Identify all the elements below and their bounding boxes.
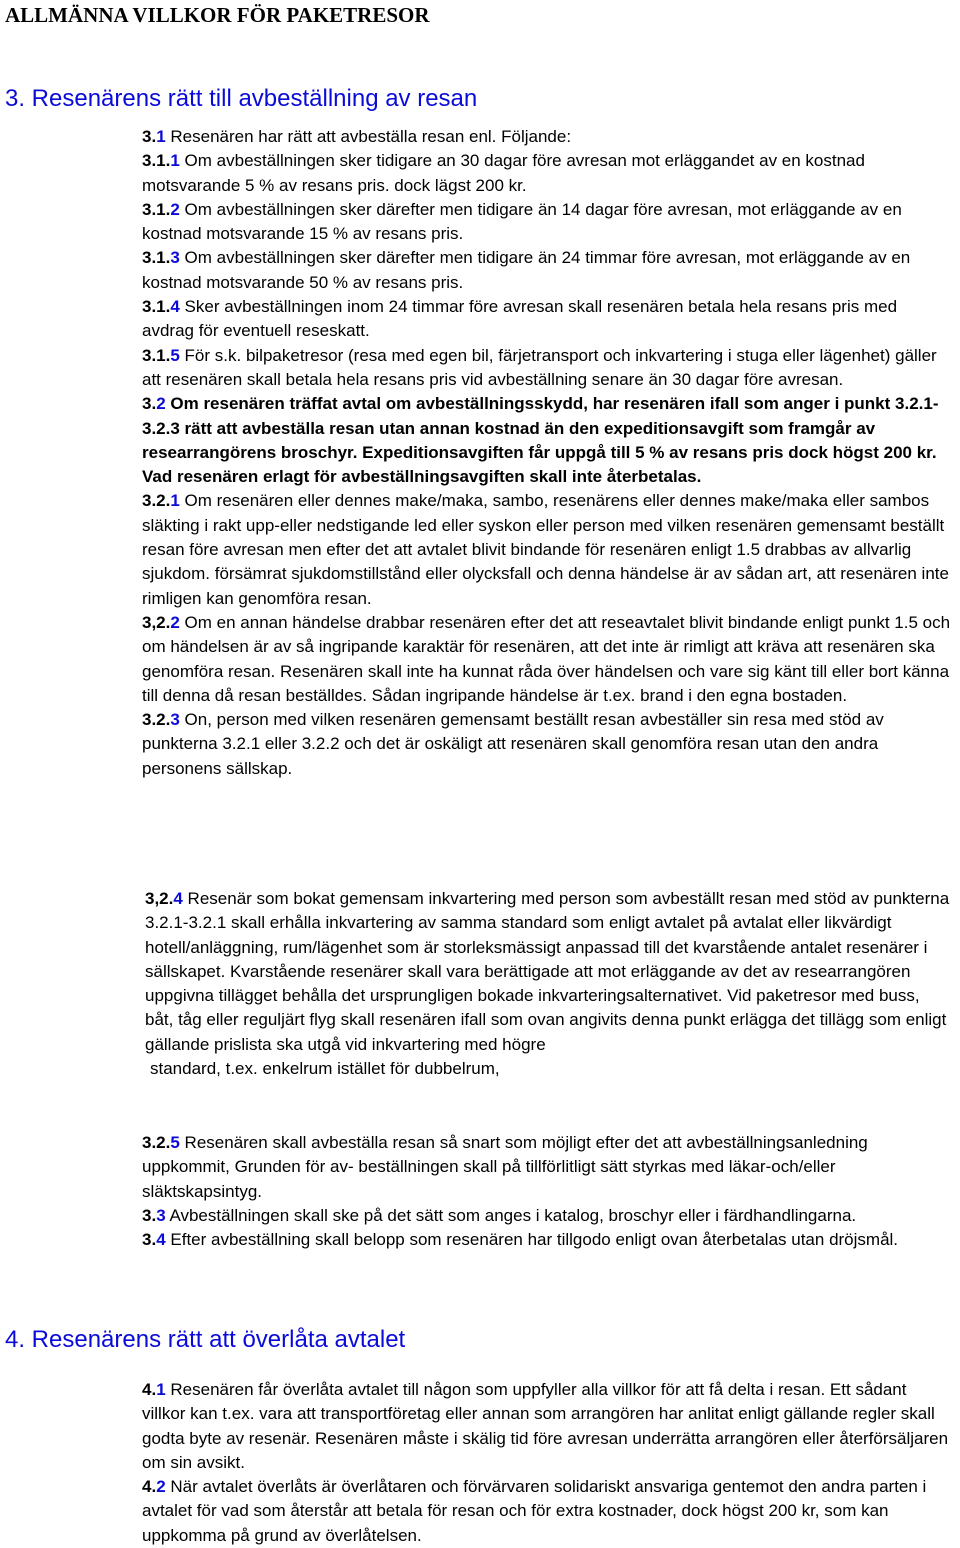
clause-text: Om avbeställningen sker därefter men tidigare än 24 timmar före avresan, mot erläggande av en kostnad motsvarande 50 % av resans pris. (142, 248, 911, 292)
clause-text: Om resenären eller dennes make/maka, sambo, resenärens eller dennes make/maka eller sambos släkting i rakt upp-eller nedstigande led eller syskon eller person med vilken resenären gemensamt beställt resan före avresan men efter det att avtalet blivit bindande för resenären enligt 1.5 drabbas av allvarlig sjukdom. försämrat sjukdomstillstånd eller olycksfall och denna händelse är av sådan art, att resenären inte rimligen kan genomföra resan. (142, 491, 949, 608)
clause-3-2 (142, 392, 952, 489)
clause-4-2 (142, 1475, 952, 1548)
clause-text: Resenär som bokat gemensam inkvartering med person som avbeställt resan med stöd av punkterna 3.2.1-3.2.1 skall erhålla inkvartering av samma standard som enligt avtalet på avtalat eller likvärdigt hotell/anläggning, rum/lägenhet som är storleksmässigt anpassad till det kvarstående antalet resenärer i sällskapet. Kvarstående resenärer skall vara berättigade att mot erläggande av det av researrangören uppgivna tillägget behålla det ursprungligen bokade inkvarteringsalternativet. Vid paketresor med buss, båt, tåg eller reguljärt flyg skall resenären ifall som ovan angivits denna punkt erlägga det tillägg som enligt gällande prislista ska utgå vid inkvartering med högre (145, 889, 950, 1054)
clause-text: Efter avbeställning skall belopp som resenären har tillgodo enligt ovan återbetalas utan dröjsmål. (165, 1230, 899, 1250)
clause-3-2-3 (142, 708, 952, 781)
clause-4-1 (142, 1378, 952, 1475)
clause-3-2-4 (145, 887, 951, 1057)
clause-3-3 (142, 1204, 952, 1228)
clause-3-2-4-continuation: standard, t.ex. enkelrum istället för dubbelrum, (150, 1059, 500, 1079)
clause-text: Resenären har rätt att avbeställa resan enl. Följande: (165, 127, 572, 146)
clause-text: Om resenären träffat avtal om avbeställningsskydd, har resenären ifall som anger i punkt 3.2.1-3.2.3 rätt att avbeställa resan utan annan kostnad än den expeditionsavgift som framgår av researrangörens broschyr. Expeditionsavgiften får uppgå till 5 % av resans pris dock högst 200 kr. Vad resenären erlagt för avbeställningsavgiften skall inte återbetalas. (142, 394, 939, 487)
clause-number: 3.1.1 (142, 151, 180, 171)
clause-text: Om avbeställningen sker tidigare an 30 dagar före avresan mot erläggandet av en kostnad motsvarande 5 % av resans pris. dock lägst 200 kr. (142, 151, 865, 195)
clause-3-1 (142, 125, 952, 149)
clause-3-1-3 (142, 246, 952, 295)
clause-number: 3.1.4 (142, 297, 180, 317)
clause-text: Avbeställningen skall ske på det sätt som anges i katalog, broschyr eller i färdhandlingarna. (165, 1205, 857, 1225)
clause-number: 4.2 (142, 1477, 166, 1497)
clause-text: När avtalet överlåts är överlåtaren och förvärvaren solidariskt ansvariga gentemot den andra parten i avtalet för vad som återstår att betala för resan och för extra kostnader, dock högst 200 kr, som kan uppkomma på grund av överlåtelsen. (142, 1477, 927, 1545)
clause-text: Sker avbeställningen inom 24 timmar före avresan skall resenären betala hela resans pris med avdrag för eventuell reseskatt. (142, 297, 898, 341)
clause-text: On, person med vilken resenären gemensamt beställt resan avbeställer sin resa med stöd av punkterna 3.2.1 eller 3.2.2 och det är oskäligt att resenären skall genomföra resan utan den andra personens sällskap. (142, 710, 884, 778)
clause-number: 4.1 (142, 1380, 166, 1399)
clause-number: 3.2 (142, 394, 166, 414)
clause-3-1-1 (142, 149, 952, 198)
clause-text: Resenären får överlåta avtalet till någon som uppfyller alla villkor för att få delta i resan. Ett sådant villkor kan t.ex. vara att transportföretag eller annan som arrangören har anlitat enligt gällande regler skall godta byte av resenär. Resenären måste i skälig tid före avresan underrätta arrangören eller återförsäljaren om sin avsikt. (142, 1380, 949, 1472)
section-4-heading: 4. Resenärens rätt att överlåta avtalet (5, 1326, 406, 1353)
clause-3-1-5 (142, 344, 952, 393)
clause-3-2-2 (142, 611, 952, 708)
clause-text: För s.k. bilpaketresor (resa med egen bil, färjetransport och inkvartering i stuga eller lägenhet) gäller att resenären skall betala hela resans pris vid avbeställning senare än 30 dagar före avresan. (142, 345, 937, 389)
clause-number: 3.2.3 (142, 710, 180, 730)
clause-text: Resenären skall avbeställa resan så snart som möjligt efter det att avbeställningsanledning uppkommit, Grunden för av- beställningen skall på tillförlitligt sätt styrkas med läkar-och/eller släktskapsintyg. (142, 1133, 868, 1201)
clause-number: 3,2.4 (145, 889, 183, 908)
clause-number: 3.2.5 (142, 1133, 180, 1152)
clause-number: 3.2.1 (142, 491, 180, 511)
section-3-tail-block (142, 1131, 952, 1252)
clause-3-1-2 (142, 198, 952, 247)
clause-3-2-1 (142, 489, 952, 610)
clause-3-2-5 (142, 1131, 952, 1204)
clause-3-1-4 (142, 295, 952, 344)
clause-number: 3,2.2 (142, 612, 180, 632)
clause-number: 3.1.2 (142, 199, 180, 219)
clause-number: 3.1.3 (142, 248, 180, 268)
clause-number: 3.4 (142, 1230, 166, 1250)
clause-text: Om avbeställningen sker därefter men tidigare än 14 dagar före avresan, mot erläggande av en kostnad motsvarande 15 % av resans pris. (142, 199, 902, 244)
section-3-2-4-block (145, 887, 951, 1081)
clause-text: Om en annan händelse drabbar resenären efter det att reseavtalet blivit bindande enligt punkt 1.5 och om händelsen är av så ingripande karaktär för resenären, att det inte är rimligt att kräva att resenären ska genomföra resan. Resenären skall inte ha kunnat råda över händelsen och vare sig känt till eller bort känna till denna då resan beställdes. Sådan ingripande händelse är t.ex. brand i den egna bostaden. (142, 612, 951, 705)
clause-number: 3.1 (142, 127, 166, 146)
document-title: ALLMÄNNA VILLKOR FÖR PAKETRESOR (5, 3, 430, 27)
clause-3-4 (142, 1228, 952, 1252)
section-4-block (142, 1378, 952, 1548)
section-3-1-block (142, 125, 952, 781)
clause-number: 3.3 (142, 1205, 166, 1225)
clause-number: 3.1.5 (142, 345, 180, 365)
section-3-heading: 3. Resenärens rätt till avbeställning av resan (5, 85, 478, 112)
